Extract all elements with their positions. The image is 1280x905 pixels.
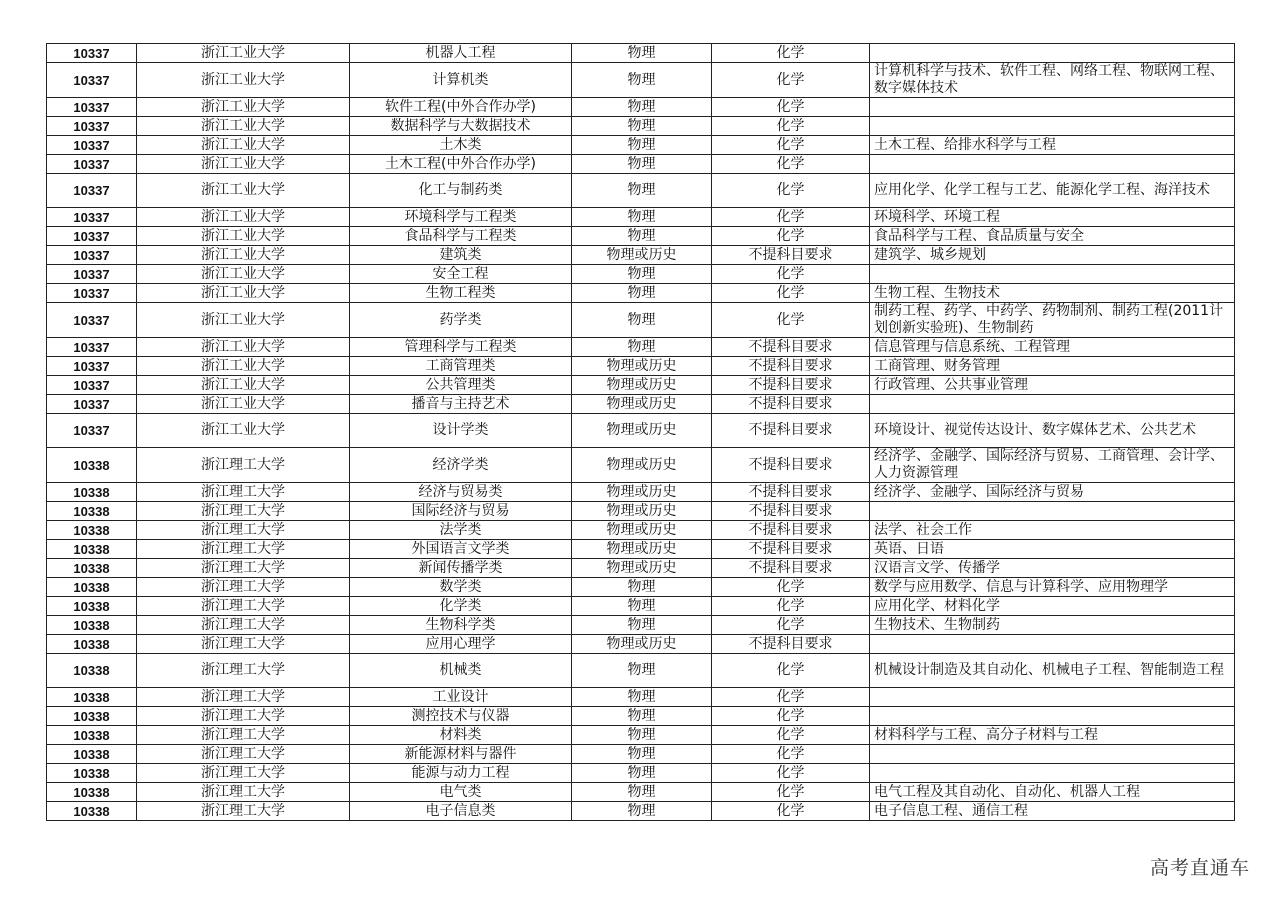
school-name-cell: 浙江工业大学 bbox=[137, 174, 350, 208]
second-subject-cell: 不提科目要求 bbox=[712, 540, 870, 559]
major-name-cell: 法学类 bbox=[350, 521, 572, 540]
school-name-cell: 浙江工业大学 bbox=[137, 44, 350, 63]
table-row bbox=[47, 448, 1235, 483]
major-name-cell: 播音与主持艺术 bbox=[350, 395, 572, 414]
major-name-cell: 药学类 bbox=[350, 303, 572, 338]
major-name-cell: 应用心理学 bbox=[350, 635, 572, 654]
table-row bbox=[47, 44, 1235, 63]
table-row bbox=[47, 707, 1235, 726]
school-code-cell: 10338 bbox=[47, 802, 137, 821]
table-row bbox=[47, 338, 1235, 357]
school-name-cell: 浙江理工大学 bbox=[137, 597, 350, 616]
second-subject-cell: 化学 bbox=[712, 303, 870, 338]
included-majors-cell: 数学与应用数学、信息与计算科学、应用物理学 bbox=[870, 578, 1235, 597]
major-name-cell: 工商管理类 bbox=[350, 357, 572, 376]
school-code-cell: 10338 bbox=[47, 559, 137, 578]
major-name-cell: 设计学类 bbox=[350, 414, 572, 448]
school-name-cell: 浙江理工大学 bbox=[137, 764, 350, 783]
table-row bbox=[47, 414, 1235, 448]
included-majors-cell: 环境科学、环境工程 bbox=[870, 208, 1235, 227]
table-row bbox=[47, 726, 1235, 745]
second-subject-cell: 化学 bbox=[712, 208, 870, 227]
included-majors-cell: 英语、日语 bbox=[870, 540, 1235, 559]
table-row bbox=[47, 635, 1235, 654]
school-name-cell: 浙江工业大学 bbox=[137, 265, 350, 284]
first-subject-cell: 物理或历史 bbox=[572, 246, 712, 265]
included-majors-cell: 食品科学与工程、食品质量与安全 bbox=[870, 227, 1235, 246]
second-subject-cell: 不提科目要求 bbox=[712, 448, 870, 483]
table-row bbox=[47, 802, 1235, 821]
major-name-cell: 生物工程类 bbox=[350, 284, 572, 303]
second-subject-cell: 化学 bbox=[712, 98, 870, 117]
first-subject-cell: 物理或历史 bbox=[572, 502, 712, 521]
school-name-cell: 浙江理工大学 bbox=[137, 745, 350, 764]
major-name-cell: 工业设计 bbox=[350, 688, 572, 707]
admission-requirements-table bbox=[46, 43, 1235, 821]
included-majors-cell: 建筑学、城乡规划 bbox=[870, 246, 1235, 265]
major-name-cell: 安全工程 bbox=[350, 265, 572, 284]
second-subject-cell: 化学 bbox=[712, 117, 870, 136]
school-code-cell: 10338 bbox=[47, 688, 137, 707]
school-code-cell: 10338 bbox=[47, 502, 137, 521]
major-name-cell: 经济与贸易类 bbox=[350, 483, 572, 502]
included-majors-cell bbox=[870, 155, 1235, 174]
school-code-cell: 10337 bbox=[47, 208, 137, 227]
table-row bbox=[47, 578, 1235, 597]
first-subject-cell: 物理或历史 bbox=[572, 559, 712, 578]
second-subject-cell: 化学 bbox=[712, 227, 870, 246]
included-majors-cell bbox=[870, 98, 1235, 117]
included-majors-cell: 电气工程及其自动化、自动化、机器人工程 bbox=[870, 783, 1235, 802]
school-code-cell: 10337 bbox=[47, 265, 137, 284]
table-row bbox=[47, 783, 1235, 802]
school-name-cell: 浙江工业大学 bbox=[137, 414, 350, 448]
school-name-cell: 浙江理工大学 bbox=[137, 616, 350, 635]
first-subject-cell: 物理 bbox=[572, 63, 712, 98]
school-name-cell: 浙江理工大学 bbox=[137, 540, 350, 559]
first-subject-cell: 物理 bbox=[572, 98, 712, 117]
school-code-cell: 10338 bbox=[47, 745, 137, 764]
school-name-cell: 浙江理工大学 bbox=[137, 802, 350, 821]
first-subject-cell: 物理 bbox=[572, 303, 712, 338]
table-body bbox=[47, 44, 1235, 821]
first-subject-cell: 物理 bbox=[572, 174, 712, 208]
first-subject-cell: 物理 bbox=[572, 654, 712, 688]
first-subject-cell: 物理 bbox=[572, 597, 712, 616]
second-subject-cell: 化学 bbox=[712, 745, 870, 764]
table-row bbox=[47, 483, 1235, 502]
school-name-cell: 浙江理工大学 bbox=[137, 783, 350, 802]
school-name-cell: 浙江工业大学 bbox=[137, 227, 350, 246]
first-subject-cell: 物理 bbox=[572, 802, 712, 821]
school-code-cell: 10337 bbox=[47, 155, 137, 174]
first-subject-cell: 物理或历史 bbox=[572, 521, 712, 540]
school-name-cell: 浙江工业大学 bbox=[137, 338, 350, 357]
second-subject-cell: 化学 bbox=[712, 764, 870, 783]
first-subject-cell: 物理 bbox=[572, 208, 712, 227]
major-name-cell: 电子信息类 bbox=[350, 802, 572, 821]
school-name-cell: 浙江工业大学 bbox=[137, 208, 350, 227]
major-name-cell: 土木工程(中外合作办学) bbox=[350, 155, 572, 174]
school-name-cell: 浙江工业大学 bbox=[137, 303, 350, 338]
first-subject-cell: 物理 bbox=[572, 578, 712, 597]
school-name-cell: 浙江工业大学 bbox=[137, 246, 350, 265]
first-subject-cell: 物理 bbox=[572, 745, 712, 764]
major-name-cell: 国际经济与贸易 bbox=[350, 502, 572, 521]
school-code-cell: 10338 bbox=[47, 654, 137, 688]
school-code-cell: 10338 bbox=[47, 597, 137, 616]
school-name-cell: 浙江理工大学 bbox=[137, 635, 350, 654]
school-code-cell: 10337 bbox=[47, 246, 137, 265]
first-subject-cell: 物理或历史 bbox=[572, 376, 712, 395]
second-subject-cell: 不提科目要求 bbox=[712, 559, 870, 578]
included-majors-cell: 应用化学、材料化学 bbox=[870, 597, 1235, 616]
major-name-cell: 经济学类 bbox=[350, 448, 572, 483]
first-subject-cell: 物理 bbox=[572, 155, 712, 174]
table-row bbox=[47, 63, 1235, 98]
second-subject-cell: 不提科目要求 bbox=[712, 521, 870, 540]
second-subject-cell: 不提科目要求 bbox=[712, 395, 870, 414]
school-name-cell: 浙江工业大学 bbox=[137, 136, 350, 155]
major-name-cell: 管理科学与工程类 bbox=[350, 338, 572, 357]
school-code-cell: 10337 bbox=[47, 117, 137, 136]
included-majors-cell: 电子信息工程、通信工程 bbox=[870, 802, 1235, 821]
first-subject-cell: 物理 bbox=[572, 117, 712, 136]
table-row bbox=[47, 265, 1235, 284]
included-majors-cell bbox=[870, 688, 1235, 707]
school-code-cell: 10337 bbox=[47, 98, 137, 117]
school-code-cell: 10337 bbox=[47, 376, 137, 395]
school-code-cell: 10338 bbox=[47, 578, 137, 597]
included-majors-cell: 经济学、金融学、国际经济与贸易 bbox=[870, 483, 1235, 502]
first-subject-cell: 物理或历史 bbox=[572, 540, 712, 559]
table-row bbox=[47, 616, 1235, 635]
school-code-cell: 10337 bbox=[47, 136, 137, 155]
included-majors-cell bbox=[870, 707, 1235, 726]
second-subject-cell: 化学 bbox=[712, 578, 870, 597]
major-name-cell: 数据科学与大数据技术 bbox=[350, 117, 572, 136]
included-majors-cell bbox=[870, 117, 1235, 136]
school-code-cell: 10338 bbox=[47, 635, 137, 654]
table-row bbox=[47, 502, 1235, 521]
school-code-cell: 10338 bbox=[47, 707, 137, 726]
table-row bbox=[47, 98, 1235, 117]
included-majors-cell: 应用化学、化学工程与工艺、能源化学工程、海洋技术 bbox=[870, 174, 1235, 208]
school-code-cell: 10337 bbox=[47, 303, 137, 338]
included-majors-cell: 计算机科学与技术、软件工程、网络工程、物联网工程、数字媒体技术 bbox=[870, 63, 1235, 98]
first-subject-cell: 物理或历史 bbox=[572, 414, 712, 448]
second-subject-cell: 化学 bbox=[712, 654, 870, 688]
table-row bbox=[47, 174, 1235, 208]
second-subject-cell: 不提科目要求 bbox=[712, 338, 870, 357]
major-name-cell: 能源与动力工程 bbox=[350, 764, 572, 783]
first-subject-cell: 物理 bbox=[572, 726, 712, 745]
major-name-cell: 计算机类 bbox=[350, 63, 572, 98]
major-name-cell: 新能源材料与器件 bbox=[350, 745, 572, 764]
school-code-cell: 10338 bbox=[47, 483, 137, 502]
table-row bbox=[47, 521, 1235, 540]
table-row bbox=[47, 764, 1235, 783]
included-majors-cell bbox=[870, 395, 1235, 414]
school-name-cell: 浙江理工大学 bbox=[137, 559, 350, 578]
included-majors-cell: 生物工程、生物技术 bbox=[870, 284, 1235, 303]
major-name-cell: 化工与制药类 bbox=[350, 174, 572, 208]
major-name-cell: 软件工程(中外合作办学) bbox=[350, 98, 572, 117]
first-subject-cell: 物理或历史 bbox=[572, 357, 712, 376]
school-name-cell: 浙江工业大学 bbox=[137, 98, 350, 117]
school-code-cell: 10337 bbox=[47, 174, 137, 208]
major-name-cell: 环境科学与工程类 bbox=[350, 208, 572, 227]
included-majors-cell: 汉语言文学、传播学 bbox=[870, 559, 1235, 578]
included-majors-cell: 法学、社会工作 bbox=[870, 521, 1235, 540]
included-majors-cell bbox=[870, 745, 1235, 764]
school-name-cell: 浙江工业大学 bbox=[137, 284, 350, 303]
included-majors-cell: 材料科学与工程、高分子材料与工程 bbox=[870, 726, 1235, 745]
school-name-cell: 浙江工业大学 bbox=[137, 63, 350, 98]
school-name-cell: 浙江工业大学 bbox=[137, 357, 350, 376]
table-row bbox=[47, 227, 1235, 246]
second-subject-cell: 化学 bbox=[712, 284, 870, 303]
second-subject-cell: 化学 bbox=[712, 688, 870, 707]
table-row bbox=[47, 559, 1235, 578]
school-name-cell: 浙江工业大学 bbox=[137, 117, 350, 136]
table-row bbox=[47, 745, 1235, 764]
first-subject-cell: 物理 bbox=[572, 764, 712, 783]
school-name-cell: 浙江理工大学 bbox=[137, 654, 350, 688]
table-row bbox=[47, 117, 1235, 136]
second-subject-cell: 化学 bbox=[712, 616, 870, 635]
major-name-cell: 机器人工程 bbox=[350, 44, 572, 63]
first-subject-cell: 物理 bbox=[572, 783, 712, 802]
included-majors-cell bbox=[870, 764, 1235, 783]
included-majors-cell bbox=[870, 635, 1235, 654]
table-row bbox=[47, 597, 1235, 616]
second-subject-cell: 化学 bbox=[712, 155, 870, 174]
school-code-cell: 10337 bbox=[47, 284, 137, 303]
first-subject-cell: 物理 bbox=[572, 284, 712, 303]
table-row bbox=[47, 540, 1235, 559]
school-name-cell: 浙江理工大学 bbox=[137, 688, 350, 707]
first-subject-cell: 物理 bbox=[572, 44, 712, 63]
major-name-cell: 机械类 bbox=[350, 654, 572, 688]
included-majors-cell bbox=[870, 265, 1235, 284]
second-subject-cell: 化学 bbox=[712, 136, 870, 155]
first-subject-cell: 物理 bbox=[572, 338, 712, 357]
school-code-cell: 10337 bbox=[47, 357, 137, 376]
included-majors-cell: 生物技术、生物制药 bbox=[870, 616, 1235, 635]
second-subject-cell: 化学 bbox=[712, 726, 870, 745]
table-row bbox=[47, 395, 1235, 414]
table-row bbox=[47, 136, 1235, 155]
major-name-cell: 测控技术与仪器 bbox=[350, 707, 572, 726]
second-subject-cell: 不提科目要求 bbox=[712, 246, 870, 265]
school-code-cell: 10337 bbox=[47, 395, 137, 414]
watermark-text: 高考直通车 bbox=[1149, 857, 1250, 879]
second-subject-cell: 不提科目要求 bbox=[712, 376, 870, 395]
first-subject-cell: 物理 bbox=[572, 688, 712, 707]
table-row bbox=[47, 208, 1235, 227]
second-subject-cell: 化学 bbox=[712, 174, 870, 208]
second-subject-cell: 化学 bbox=[712, 63, 870, 98]
second-subject-cell: 不提科目要求 bbox=[712, 502, 870, 521]
included-majors-cell: 经济学、金融学、国际经济与贸易、工商管理、会计学、人力资源管理 bbox=[870, 448, 1235, 483]
table-row bbox=[47, 654, 1235, 688]
school-name-cell: 浙江理工大学 bbox=[137, 726, 350, 745]
major-name-cell: 化学类 bbox=[350, 597, 572, 616]
included-majors-cell bbox=[870, 502, 1235, 521]
school-name-cell: 浙江理工大学 bbox=[137, 707, 350, 726]
school-name-cell: 浙江工业大学 bbox=[137, 376, 350, 395]
first-subject-cell: 物理 bbox=[572, 265, 712, 284]
major-name-cell: 公共管理类 bbox=[350, 376, 572, 395]
school-code-cell: 10337 bbox=[47, 63, 137, 98]
second-subject-cell: 化学 bbox=[712, 802, 870, 821]
first-subject-cell: 物理 bbox=[572, 707, 712, 726]
major-name-cell: 材料类 bbox=[350, 726, 572, 745]
second-subject-cell: 化学 bbox=[712, 265, 870, 284]
first-subject-cell: 物理或历史 bbox=[572, 635, 712, 654]
included-majors-cell: 工商管理、财务管理 bbox=[870, 357, 1235, 376]
included-majors-cell: 环境设计、视觉传达设计、数字媒体艺术、公共艺术 bbox=[870, 414, 1235, 448]
school-code-cell: 10337 bbox=[47, 227, 137, 246]
major-name-cell: 土木类 bbox=[350, 136, 572, 155]
school-code-cell: 10337 bbox=[47, 338, 137, 357]
major-name-cell: 数学类 bbox=[350, 578, 572, 597]
school-code-cell: 10338 bbox=[47, 726, 137, 745]
school-name-cell: 浙江工业大学 bbox=[137, 155, 350, 174]
school-code-cell: 10338 bbox=[47, 783, 137, 802]
school-name-cell: 浙江理工大学 bbox=[137, 578, 350, 597]
included-majors-cell: 行政管理、公共事业管理 bbox=[870, 376, 1235, 395]
major-name-cell: 电气类 bbox=[350, 783, 572, 802]
school-name-cell: 浙江工业大学 bbox=[137, 395, 350, 414]
school-code-cell: 10338 bbox=[47, 521, 137, 540]
second-subject-cell: 不提科目要求 bbox=[712, 483, 870, 502]
school-name-cell: 浙江理工大学 bbox=[137, 483, 350, 502]
table-row bbox=[47, 284, 1235, 303]
included-majors-cell: 信息管理与信息系统、工程管理 bbox=[870, 338, 1235, 357]
table-row bbox=[47, 155, 1235, 174]
school-code-cell: 10338 bbox=[47, 448, 137, 483]
school-code-cell: 10337 bbox=[47, 44, 137, 63]
school-code-cell: 10337 bbox=[47, 414, 137, 448]
school-code-cell: 10338 bbox=[47, 764, 137, 783]
first-subject-cell: 物理或历史 bbox=[572, 395, 712, 414]
second-subject-cell: 化学 bbox=[712, 597, 870, 616]
second-subject-cell: 不提科目要求 bbox=[712, 357, 870, 376]
school-code-cell: 10338 bbox=[47, 540, 137, 559]
included-majors-cell: 制药工程、药学、中药学、药物制剂、制药工程(2011计划创新实验班)、生物制药 bbox=[870, 303, 1235, 338]
table-row bbox=[47, 246, 1235, 265]
first-subject-cell: 物理或历史 bbox=[572, 483, 712, 502]
second-subject-cell: 化学 bbox=[712, 707, 870, 726]
school-code-cell: 10338 bbox=[47, 616, 137, 635]
table-row bbox=[47, 303, 1235, 338]
major-name-cell: 食品科学与工程类 bbox=[350, 227, 572, 246]
first-subject-cell: 物理 bbox=[572, 616, 712, 635]
second-subject-cell: 化学 bbox=[712, 44, 870, 63]
major-name-cell: 新闻传播学类 bbox=[350, 559, 572, 578]
major-name-cell: 外国语言文学类 bbox=[350, 540, 572, 559]
included-majors-cell bbox=[870, 44, 1235, 63]
school-name-cell: 浙江理工大学 bbox=[137, 448, 350, 483]
included-majors-cell: 机械设计制造及其自动化、机械电子工程、智能制造工程 bbox=[870, 654, 1235, 688]
major-name-cell: 生物科学类 bbox=[350, 616, 572, 635]
second-subject-cell: 化学 bbox=[712, 783, 870, 802]
second-subject-cell: 不提科目要求 bbox=[712, 635, 870, 654]
first-subject-cell: 物理 bbox=[572, 136, 712, 155]
first-subject-cell: 物理或历史 bbox=[572, 448, 712, 483]
second-subject-cell: 不提科目要求 bbox=[712, 414, 870, 448]
table-row bbox=[47, 688, 1235, 707]
table-row bbox=[47, 376, 1235, 395]
table-row bbox=[47, 357, 1235, 376]
first-subject-cell: 物理 bbox=[572, 227, 712, 246]
major-name-cell: 建筑类 bbox=[350, 246, 572, 265]
included-majors-cell: 土木工程、给排水科学与工程 bbox=[870, 136, 1235, 155]
school-name-cell: 浙江理工大学 bbox=[137, 502, 350, 521]
school-name-cell: 浙江理工大学 bbox=[137, 521, 350, 540]
